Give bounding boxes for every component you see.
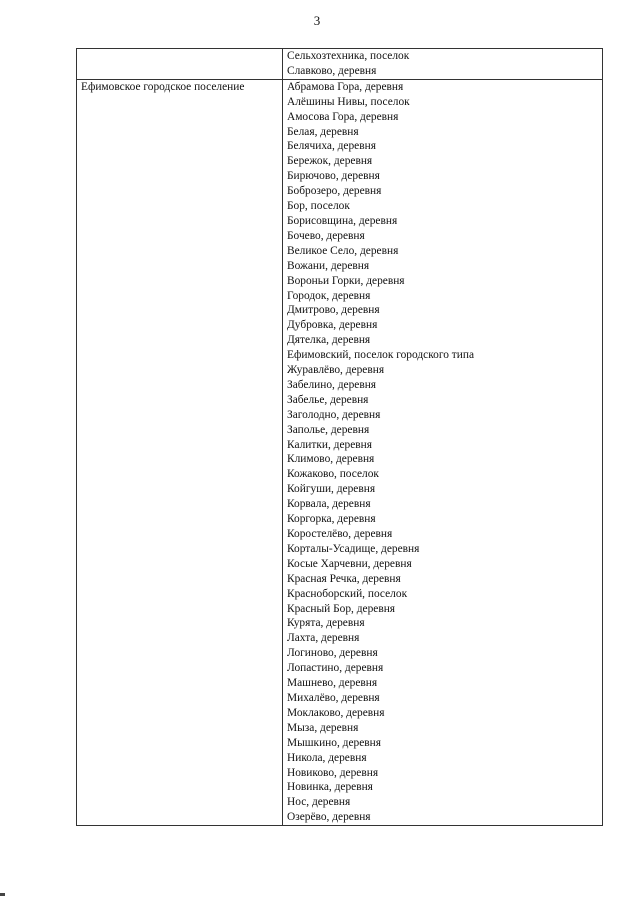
page-number: 3 (313, 13, 321, 28)
locality-item: Славково, деревня (287, 64, 377, 77)
locality-item: Красная Речка, деревня (287, 572, 401, 585)
locality-item: Бережок, деревня (287, 155, 373, 168)
locality-item: Новинка, деревня (287, 781, 373, 794)
locality-item: Сельхозтехника, поселок (287, 50, 410, 62)
locality-item: Вороньи Горки, деревня (287, 274, 405, 287)
locality-item: Корвала, деревня (287, 498, 371, 511)
locality-item: Лахта, деревня (287, 632, 360, 645)
locality-item: Нос, деревня (287, 796, 351, 809)
locality-item: Бочево, деревня (287, 229, 365, 242)
locality-item: Новиково, деревня (287, 766, 379, 779)
locality-item: Бирючово, деревня (287, 170, 380, 183)
locality-item: Климово, деревня (287, 453, 375, 466)
locality-item: Коростелёво, деревня (287, 528, 393, 540)
locality-item: Мышкино, деревня (287, 736, 381, 749)
settlements-table (76, 48, 603, 826)
locality-item: Михалёво, деревня (287, 691, 380, 704)
locality-item: Вожани, деревня (287, 259, 370, 272)
locality-item: Дубровка, деревня (287, 319, 378, 332)
locality-item: Белячиха, деревня (287, 140, 376, 153)
settlement-name: Ефимовское городское поселение (81, 80, 245, 93)
locality-item: Алёшины Нивы, поселок (287, 95, 410, 108)
locality-item: Боброзеро, деревня (287, 185, 382, 198)
locality-item: Койгуши, деревня (287, 483, 376, 496)
table-row-continued (77, 49, 603, 80)
locality-item: Машнево, деревня (287, 677, 378, 690)
settlement-cell (77, 79, 283, 825)
locality-item: Красный Бор, деревня (287, 602, 396, 615)
locality-item: Городок, деревня (287, 289, 371, 302)
table-row-settlement (77, 79, 603, 825)
scan-mark (0, 893, 5, 896)
locality-item: Кожаково, поселок (287, 468, 379, 481)
locality-item: Корталы-Усадище, деревня (287, 542, 420, 555)
locality-item: Лопастино, деревня (287, 662, 384, 675)
locality-item: Дятелка, деревня (287, 334, 371, 347)
locality-item: Журавлёво, деревня (287, 364, 385, 377)
locality-item: Мыза, деревня (287, 721, 359, 734)
locality-item: Красноборский, поселок (287, 587, 408, 600)
locality-item: Великое Село, деревня (287, 244, 399, 257)
locality-item: Калитки, деревня (287, 438, 373, 451)
locality-item: Борисовщина, деревня (287, 214, 398, 227)
localities-cell-continued (283, 49, 603, 80)
locality-item: Косые Харчевни, деревня (287, 557, 412, 570)
locality-item: Забелье, деревня (287, 393, 369, 406)
locality-item: Белая, деревня (287, 125, 359, 138)
locality-item: Моклаково, деревня (287, 706, 385, 719)
locality-item: Никола, деревня (287, 751, 367, 764)
locality-item: Абрамова Гора, деревня (287, 80, 404, 93)
locality-item: Заголодно, деревня (287, 408, 381, 421)
locality-item: Бор, поселок (287, 200, 350, 213)
locality-item: Амосова Гора, деревня (287, 110, 399, 123)
settlement-cell-empty (77, 49, 283, 80)
locality-item: Озерёво, деревня (287, 811, 371, 824)
locality-item: Ефимовский, поселок городского типа (287, 349, 475, 362)
locality-item: Коргорка, деревня (287, 513, 376, 526)
locality-item: Заполье, деревня (287, 423, 370, 436)
locality-item: Дмитрово, деревня (287, 304, 380, 317)
locality-item: Логиново, деревня (287, 647, 378, 660)
locality-item: Забелино, деревня (287, 378, 377, 391)
locality-item: Курята, деревня (287, 617, 365, 630)
localities-cell (283, 79, 603, 825)
